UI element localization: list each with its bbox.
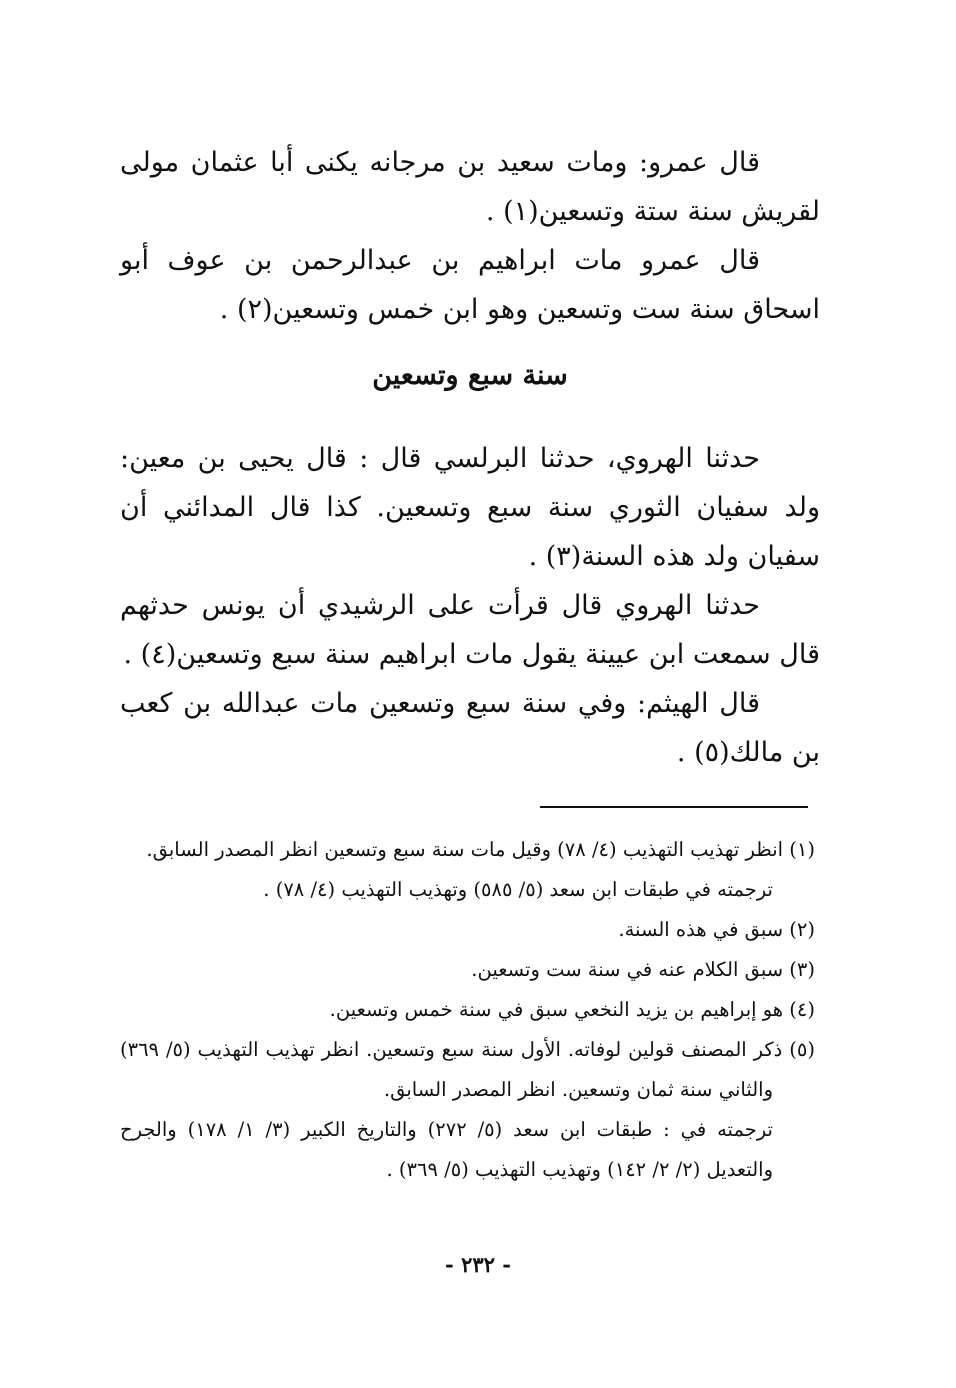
paragraph-sufyan: حدثنا الهروي، حدثنا البرلسي قال : قال يحيى بن معين: ولد سفيان الثوري سنة سبع وتسعين. كذا قال المدائني أن سفيان ولد هذه السنة(٣) . [120, 443, 820, 572]
footnote-5: (٥) ذكر المصنف قولين لوفاته. الأول سنة سبع وتسعين. انظر تهذيب التهذيب (٥/ ٣٦٩) والثاني سنة ثمان وتسعين. انظر المصدر السابق. [120, 1038, 815, 1101]
footnotes [120, 830, 815, 1190]
paragraph-said-amr-saeed: قال عمرو: ومات سعيد بن مرجانه يكنى أبا عثمان مولى لقريش سنة ستة وتسعين(١) . [120, 147, 820, 227]
page-number: - ٢٣٢ - [445, 1252, 511, 1277]
paragraph-said-amr-ibrahim: قال عمرو مات ابراهيم بن عبدالرحمن بن عوف أبو اسحاق سنة ست وتسعين وهو ابن خمس وتسعين(٢) . [120, 245, 820, 325]
footnote-3: (٣) سبق الكلام عنه في سنة ست وتسعين. [471, 958, 815, 981]
footnote-5-continuation: ترجمته في : طبقات ابن سعد (٥/ ٢٧٢) والتاريخ الكبير (٣/ ١/ ١٧٨) والجرح والتعديل (٢/ ٢/ ١٤٢) وتهذيب التهذيب (٥/ ٣٦٩) . [120, 1118, 773, 1181]
section-heading: سنة سبع وتسعين [372, 360, 568, 391]
footnote-4: (٤) هو إبراهيم بن يزيد النخعي سبق في سنة خمس وتسعين. [329, 998, 815, 1021]
paragraph-haytham: قال الهيثم: وفي سنة سبع وتسعين مات عبدالله بن كعب بن مالك(٥) . [120, 688, 820, 768]
main-text [120, 138, 820, 777]
footnote-2: (٢) سبق في هذه السنة. [618, 918, 815, 941]
footnote-1: (١) انظر تهذيب التهذيب (٤/ ٧٨) وقيل مات سنة سبع وتسعين انظر المصدر السابق. [146, 838, 815, 861]
footnote-1-continuation: ترجمته في طبقات ابن سعد (٥/ ٥٨٥) وتهذيب التهذيب (٤/ ٧٨) . [263, 878, 773, 901]
footnote-separator [540, 806, 808, 808]
paragraph-ibn-uyaynah: حدثنا الهروي قال قرأت على الرشيدي أن يونس حدثهم قال سمعت ابن عيينة يقول مات ابراهيم سنة سبع وتسعين(٤) . [120, 590, 820, 670]
